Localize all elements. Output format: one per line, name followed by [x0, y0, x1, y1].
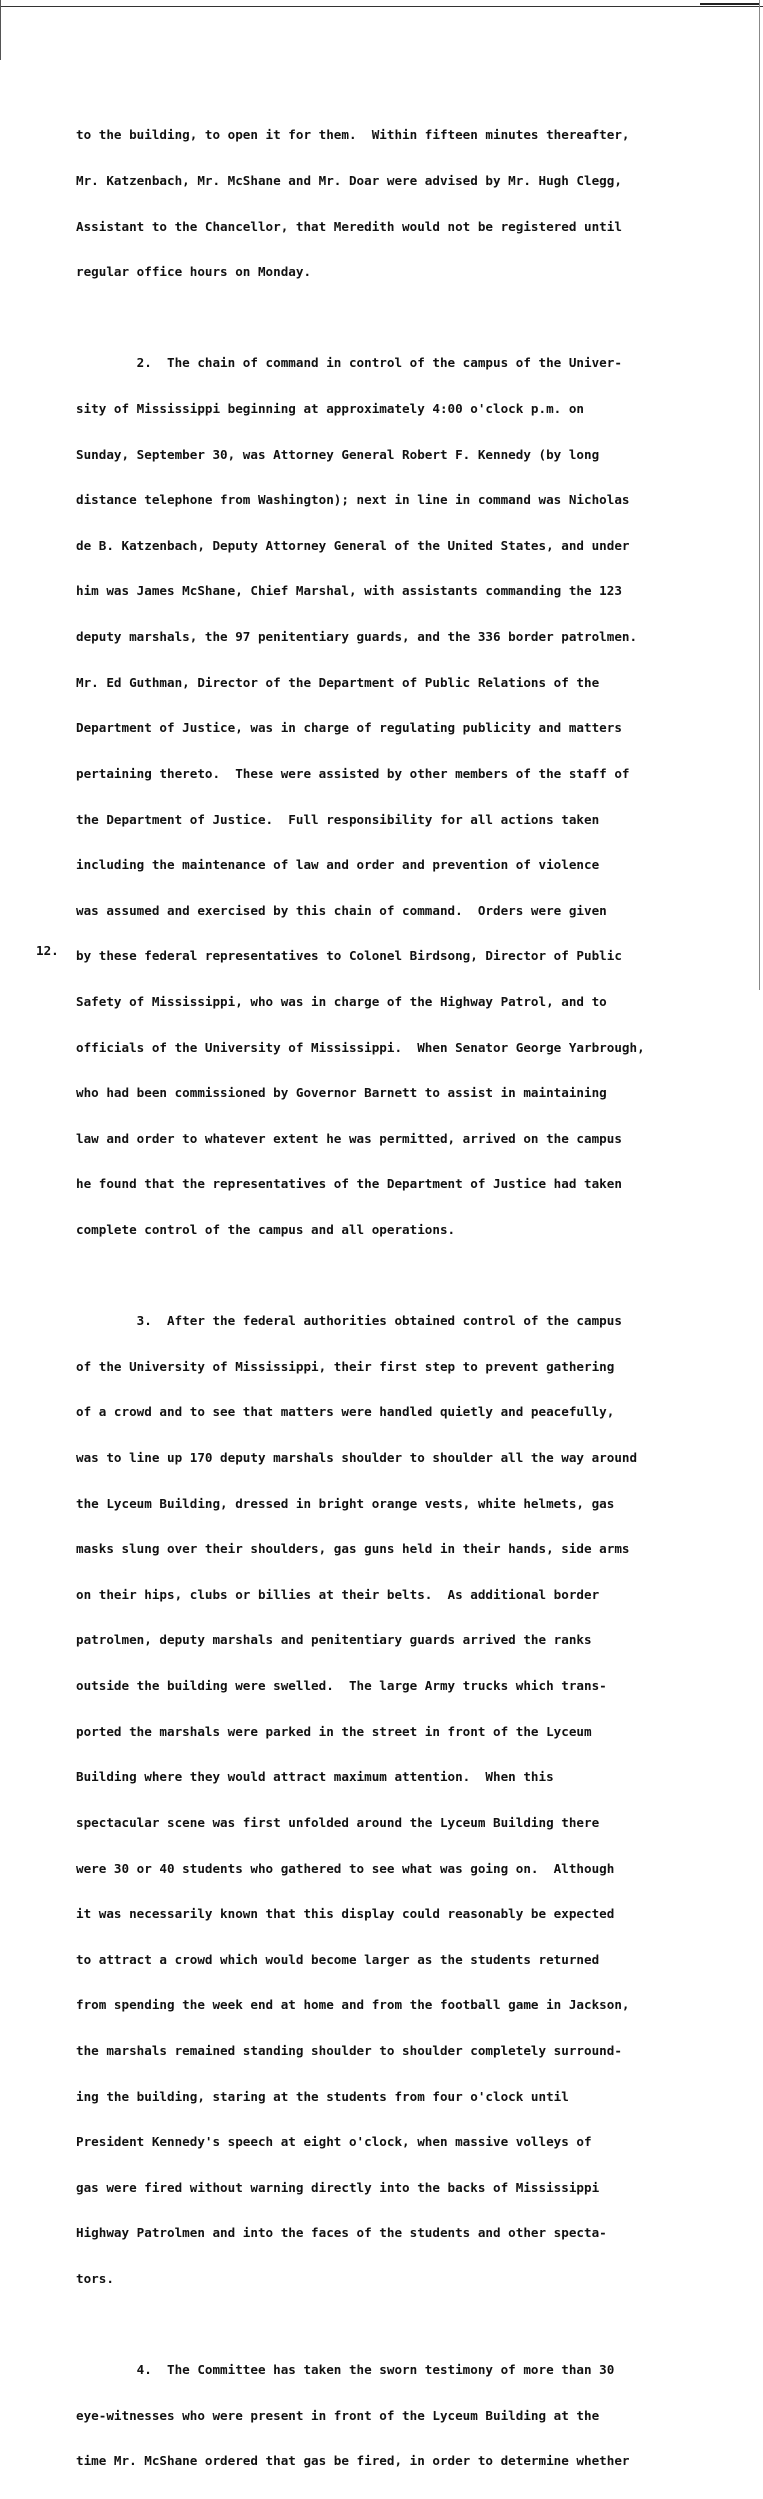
scan-border-left — [0, 0, 1, 60]
scan-border-top — [0, 6, 763, 7]
text-line: Sunday, September 30, was Attorney General Robert F. Kennedy (by long — [76, 446, 600, 462]
text-line: Mr. Katzenbach, Mr. McShane and Mr. Doar were advised by Mr. Hugh Clegg, — [76, 173, 622, 189]
text-line: he found that the representatives of the Department of Justice had taken — [76, 1176, 622, 1192]
text-line: Highway Patrolmen and into the faces of the students and other specta- — [76, 2225, 607, 2241]
text-line: outside the building were swelled. The large Army trucks which trans- — [76, 1678, 607, 1694]
text-line: of the University of Mississippi, their first step to prevent gathering — [76, 1358, 615, 1374]
text-line: it was necessarily known that this display could reasonably be expected — [76, 1906, 615, 1922]
text-line: the marshals remained standing shoulder to shoulder completely surround- — [76, 2042, 622, 2058]
paragraph-2 — [76, 325, 676, 1268]
text-line: Department of Justice, was in charge of regulating publicity and matters — [76, 720, 622, 736]
text-line: deputy marshals, the 97 penitentiary guards, and the 336 border patrolmen. — [76, 629, 638, 645]
text-line: was assumed and exercised by this chain of command. Orders were given — [76, 902, 607, 918]
text-line: regular office hours on Monday. — [76, 264, 312, 280]
text-line: gas were fired without warning directly into the backs of Mississippi — [76, 2179, 600, 2195]
text-line: pertaining thereto. These were assisted by other members of the staff of — [76, 765, 630, 781]
text-line: ing the building, staring at the students from four o'clock until — [76, 2088, 569, 2104]
paragraph-continuation — [76, 97, 676, 310]
paragraph-3 — [76, 1283, 676, 2317]
text-line: de B. Katzenbach, Deputy Attorney General of the United States, and under — [76, 537, 630, 553]
text-line: President Kennedy's speech at eight o'clock, when massive volleys of — [76, 2134, 592, 2150]
text-line: the Lyceum Building, dressed in bright orange vests, white helmets, gas — [76, 1495, 615, 1511]
text-line: on their hips, clubs or billies at their belts. As additional border — [76, 1586, 600, 1602]
scan-border-notch — [700, 3, 760, 11]
text-line: masks slung over their shoulders, gas guns held in their hands, side arms — [76, 1541, 630, 1557]
text-line: Mr. Ed Guthman, Director of the Department of Public Relations of the — [76, 674, 600, 690]
text-line: eye-witnesses who were present in front of the Lyceum Building at the — [76, 2407, 600, 2423]
paragraph-gap — [76, 310, 676, 325]
text-line: spectacular scene was first unfolded around the Lyceum Building there — [76, 1814, 600, 1830]
text-line: 4. The Committee has taken the sworn testimony of more than 30 — [76, 2362, 615, 2378]
text-line: 2. The chain of command in control of the campus of the Univer- — [76, 355, 622, 371]
text-line: officials of the University of Mississippi. When Senator George Yarbrough, — [76, 1039, 645, 1055]
text-line: from spending the week end at home and from the football game in Jackson, — [76, 1997, 630, 2013]
text-line: who had been commissioned by Governor Barnett to assist in maintaining — [76, 1085, 607, 1101]
paragraph-gap — [76, 2317, 676, 2332]
text-line: the Department of Justice. Full responsibility for all actions taken — [76, 811, 600, 827]
page-number: 12. — [36, 943, 59, 958]
text-line: Assistant to the Chancellor, that Meredith would not be registered until — [76, 218, 622, 234]
text-line: Building where they would attract maximum attention. When this — [76, 1769, 554, 1785]
text-line: distance telephone from Washington); next in line in command was Nicholas — [76, 492, 630, 508]
text-line: including the maintenance of law and order and prevention of violence — [76, 857, 600, 873]
text-line: was to line up 170 deputy marshals shoulder to shoulder all the way around — [76, 1450, 638, 1466]
text-line: time Mr. McShane ordered that gas be fired, in order to determine whether — [76, 2453, 630, 2469]
scan-border-right — [759, 0, 760, 990]
paragraph-gap — [76, 1268, 676, 1283]
text-line: patrolmen, deputy marshals and penitentiary guards arrived the ranks — [76, 1632, 592, 1648]
text-line: to the building, to open it for them. Within fifteen minutes thereafter, — [76, 127, 630, 143]
document-body — [76, 97, 676, 2499]
text-line: 3. After the federal authorities obtained control of the campus — [76, 1313, 622, 1329]
text-line: were 30 or 40 students who gathered to see what was going on. Although — [76, 1860, 615, 1876]
text-line: law and order to whatever extent he was permitted, arrived on the campus — [76, 1130, 622, 1146]
text-line: him was James McShane, Chief Marshal, with assistants commanding the 123 — [76, 583, 622, 599]
text-line: to attract a crowd which would become larger as the students returned — [76, 1951, 600, 1967]
text-line: of a crowd and to see that matters were handled quietly and peacefully, — [76, 1404, 615, 1420]
text-line: sity of Mississippi beginning at approximately 4:00 o'clock p.m. on — [76, 401, 584, 417]
text-line: complete control of the campus and all operations. — [76, 1222, 456, 1238]
text-line: tors. — [76, 2271, 114, 2287]
paragraph-4 — [76, 2332, 676, 2499]
text-line: ported the marshals were parked in the street in front of the Lyceum — [76, 1723, 592, 1739]
text-line: Safety of Mississippi, who was in charge of the Highway Patrol, and to — [76, 993, 607, 1009]
text-line: by these federal representatives to Colonel Birdsong, Director of Public — [76, 948, 622, 964]
